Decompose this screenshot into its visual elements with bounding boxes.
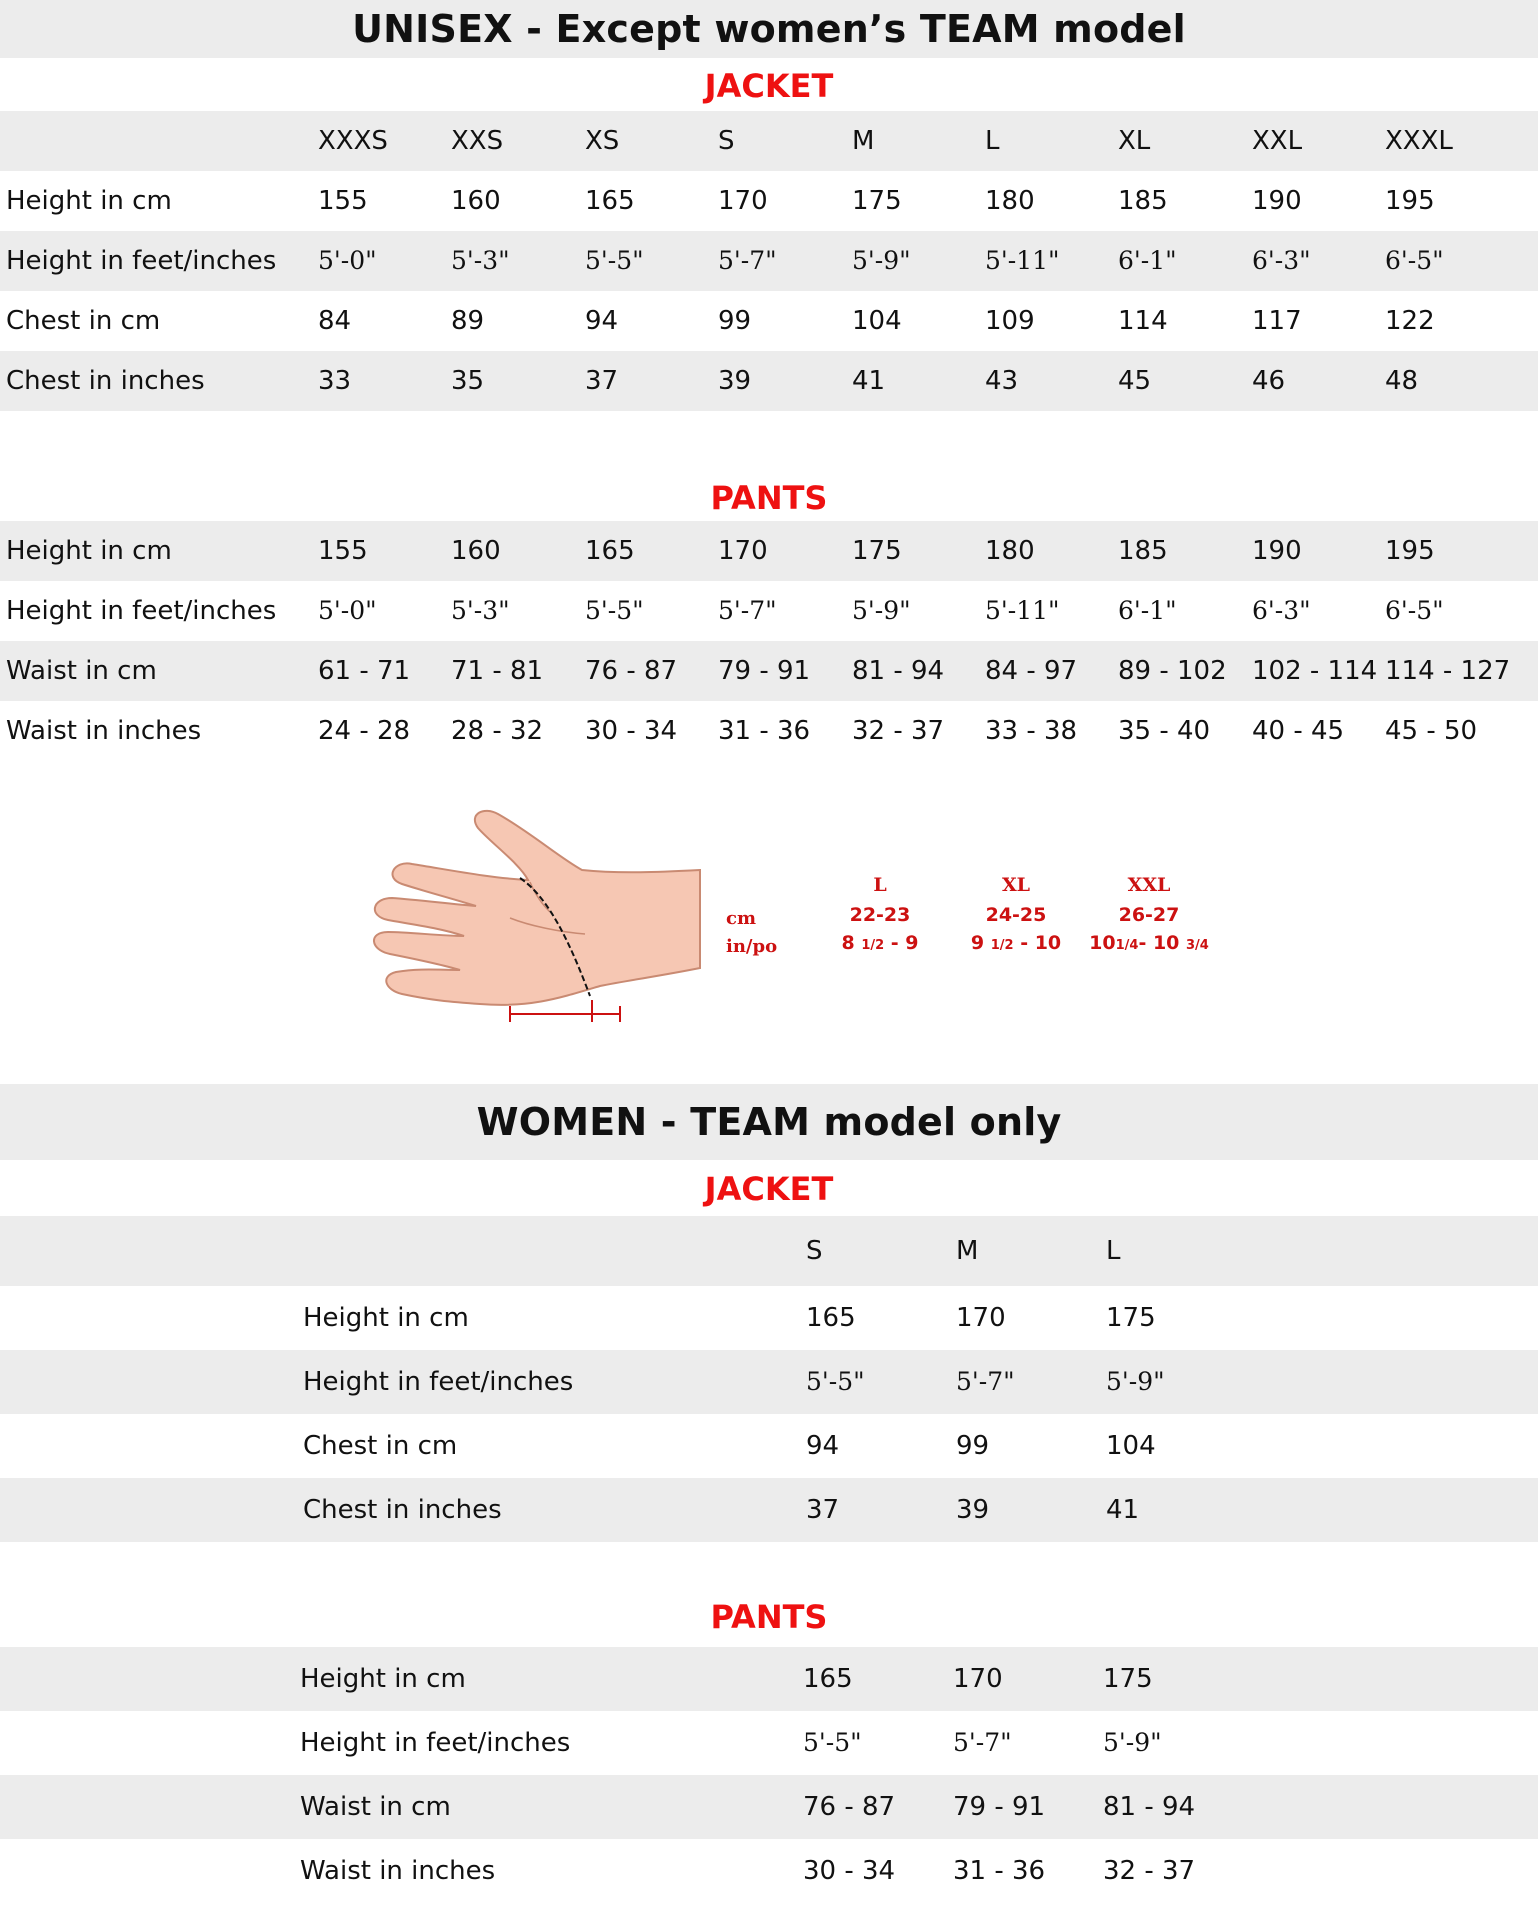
size-header: L bbox=[1106, 1236, 1121, 1266]
row-label: Waist in cm bbox=[6, 656, 157, 686]
size-header: M bbox=[852, 126, 875, 156]
unisex-pants-row bbox=[0, 581, 1538, 641]
unisex-title bbox=[0, 0, 1538, 58]
cell-value: 48 bbox=[1385, 366, 1419, 396]
glove-in-main: 9 bbox=[970, 932, 985, 954]
cell-value: 5'-5" bbox=[585, 596, 644, 625]
cell-value: 46 bbox=[1252, 366, 1286, 396]
glove-col-xxl bbox=[1084, 874, 1214, 954]
cell-value: 155 bbox=[318, 536, 368, 566]
cell-value: 84 - 97 bbox=[985, 656, 1078, 686]
glove-in-frac: 1/4 bbox=[1115, 938, 1139, 953]
cell-value: 37 bbox=[806, 1495, 840, 1525]
women-pants-row bbox=[0, 1711, 1538, 1775]
row-label: Chest in cm bbox=[303, 1431, 458, 1461]
women-jacket-header-row bbox=[0, 1216, 1538, 1286]
cell-value: 5'-5" bbox=[585, 246, 644, 275]
cell-value: 76 - 87 bbox=[803, 1792, 896, 1822]
size-header: XXL bbox=[1252, 126, 1303, 156]
cell-value: 160 bbox=[451, 536, 501, 566]
cell-value: 102 - 114 bbox=[1252, 656, 1378, 686]
cell-value: 39 bbox=[956, 1495, 990, 1525]
cell-value: 114 bbox=[1118, 306, 1168, 336]
cell-value: 99 bbox=[956, 1431, 990, 1461]
cell-value: 180 bbox=[985, 186, 1035, 216]
glove-in-rest: - 10 bbox=[1020, 932, 1062, 954]
cell-value: 180 bbox=[985, 536, 1035, 566]
unisex-jacket-header-row bbox=[0, 111, 1538, 171]
cell-value: 33 bbox=[318, 366, 352, 396]
women-jacket-row bbox=[0, 1414, 1538, 1478]
cell-value: 81 - 94 bbox=[852, 656, 945, 686]
cell-value: 5'-3" bbox=[451, 596, 510, 625]
women-jacket-title: JACKET bbox=[704, 1170, 834, 1208]
unisex-pants-row bbox=[0, 521, 1538, 581]
cell-value: 170 bbox=[718, 536, 768, 566]
row-label: Waist in cm bbox=[300, 1792, 451, 1822]
cell-value: 45 bbox=[1118, 366, 1152, 396]
hand-icon bbox=[360, 808, 720, 1038]
glove-in-rest: - 10 bbox=[1138, 932, 1180, 954]
cell-value: 71 - 81 bbox=[451, 656, 544, 686]
cell-value: 6'-1" bbox=[1118, 596, 1177, 625]
cell-value: 104 bbox=[852, 306, 902, 336]
cell-value: 170 bbox=[956, 1303, 1006, 1333]
women-pants-row bbox=[0, 1839, 1538, 1903]
cell-value: 5'-0" bbox=[318, 596, 377, 625]
cell-value: 175 bbox=[852, 186, 902, 216]
cell-value: 89 bbox=[451, 306, 485, 336]
cell-value: 40 - 45 bbox=[1252, 716, 1345, 746]
size-header: S bbox=[806, 1236, 823, 1266]
cell-value: 5'-0" bbox=[318, 246, 377, 275]
row-label: Chest in inches bbox=[303, 1495, 502, 1525]
size-header: XL bbox=[1118, 126, 1151, 156]
unisex-pants-row bbox=[0, 641, 1538, 701]
row-label: Height in feet/inches bbox=[6, 246, 277, 276]
unisex-jacket-row bbox=[0, 291, 1538, 351]
cell-value: 33 - 38 bbox=[985, 716, 1078, 746]
row-label: Waist in inches bbox=[300, 1856, 496, 1886]
women-title-text: WOMEN - TEAM model only bbox=[476, 1100, 1062, 1144]
size-header: M bbox=[956, 1236, 979, 1266]
size-header: XXXL bbox=[1385, 126, 1453, 156]
unisex-pants-row bbox=[0, 701, 1538, 761]
cell-value: 170 bbox=[953, 1664, 1003, 1694]
cell-value: 165 bbox=[803, 1664, 853, 1694]
cell-value: 195 bbox=[1385, 186, 1435, 216]
cell-value: 104 bbox=[1106, 1431, 1156, 1461]
glove-in-frac: 1/2 bbox=[861, 938, 885, 953]
glove-size: L bbox=[873, 874, 887, 896]
glove-size: XXL bbox=[1127, 874, 1171, 896]
glove-col-xl bbox=[966, 874, 1066, 954]
row-label: Chest in inches bbox=[6, 366, 205, 396]
cell-value: 165 bbox=[585, 536, 635, 566]
unisex-jacket-row bbox=[0, 231, 1538, 291]
cell-value: 5'-9" bbox=[852, 246, 911, 275]
cell-value: 175 bbox=[1106, 1303, 1156, 1333]
cell-value: 117 bbox=[1252, 306, 1302, 336]
glove-in-frac2: 3/4 bbox=[1186, 938, 1209, 953]
cell-value: 84 bbox=[318, 306, 352, 336]
cell-value: 190 bbox=[1252, 186, 1302, 216]
cell-value: 6'-5" bbox=[1385, 246, 1444, 275]
cell-value: 32 - 37 bbox=[1103, 1856, 1196, 1886]
cell-value: 5'-7" bbox=[956, 1367, 1015, 1396]
unisex-title-text: UNISEX - Except women’s TEAM model bbox=[352, 7, 1186, 51]
women-jacket-row bbox=[0, 1478, 1538, 1542]
glove-col-l bbox=[840, 874, 920, 954]
row-label: Height in feet/inches bbox=[6, 596, 277, 626]
cell-value: 6'-1" bbox=[1118, 246, 1177, 275]
cell-value: 114 - 127 bbox=[1385, 656, 1511, 686]
cell-value: 175 bbox=[852, 536, 902, 566]
size-header: S bbox=[718, 126, 735, 156]
hand-measure-illustration bbox=[360, 808, 720, 1038]
cell-value: 5'-7" bbox=[718, 246, 777, 275]
cell-value: 122 bbox=[1385, 306, 1435, 336]
row-label: Chest in cm bbox=[6, 306, 161, 336]
cell-value: 76 - 87 bbox=[585, 656, 678, 686]
cell-value: 170 bbox=[718, 186, 768, 216]
cell-value: 5'-9" bbox=[1103, 1728, 1162, 1757]
cell-value: 31 - 36 bbox=[953, 1856, 1046, 1886]
cell-value: 30 - 34 bbox=[803, 1856, 896, 1886]
cell-value: 185 bbox=[1118, 536, 1168, 566]
glove-label-cm: cm bbox=[726, 908, 757, 929]
row-label: Waist in inches bbox=[6, 716, 202, 746]
cell-value: 195 bbox=[1385, 536, 1435, 566]
glove-label-in: in/po bbox=[726, 936, 778, 957]
row-label: Height in cm bbox=[6, 186, 172, 216]
glove-in-main: 8 bbox=[841, 932, 855, 954]
size-header: XXS bbox=[451, 126, 504, 156]
women-jacket-row bbox=[0, 1286, 1538, 1350]
cell-value: 39 bbox=[718, 366, 752, 396]
cell-value: 32 - 37 bbox=[852, 716, 945, 746]
cell-value: 5'-11" bbox=[985, 596, 1060, 625]
glove-size: XL bbox=[1001, 874, 1031, 896]
cell-value: 5'-7" bbox=[953, 1728, 1012, 1757]
women-pants-title: PANTS bbox=[710, 1598, 828, 1636]
size-header: XXXS bbox=[318, 126, 388, 156]
row-label: Height in cm bbox=[6, 536, 172, 566]
row-label: Height in feet/inches bbox=[300, 1728, 571, 1758]
cell-value: 155 bbox=[318, 186, 368, 216]
glove-in-main: 10 bbox=[1089, 932, 1116, 954]
cell-value: 190 bbox=[1252, 536, 1302, 566]
size-header: L bbox=[985, 126, 1000, 156]
cell-value: 89 - 102 bbox=[1118, 656, 1227, 686]
cell-value: 94 bbox=[585, 306, 619, 336]
glove-in-frac: 1/2 bbox=[990, 938, 1014, 953]
row-label: Height in cm bbox=[303, 1303, 469, 1333]
glove-cm: 22-23 bbox=[849, 904, 911, 926]
cell-value: 175 bbox=[1103, 1664, 1153, 1694]
women-jacket-row bbox=[0, 1350, 1538, 1414]
cell-value: 5'-3" bbox=[451, 246, 510, 275]
unisex-pants-title: PANTS bbox=[710, 479, 828, 517]
cell-value: 5'-5" bbox=[803, 1728, 862, 1757]
women-title bbox=[0, 1084, 1538, 1160]
glove-in bbox=[966, 932, 1066, 954]
glove-in-rest: - 9 bbox=[890, 932, 919, 954]
glove-cm: 24-25 bbox=[985, 904, 1047, 926]
cell-value: 5'-7" bbox=[718, 596, 777, 625]
cell-value: 61 - 71 bbox=[318, 656, 411, 686]
cell-value: 94 bbox=[806, 1431, 840, 1461]
cell-value: 6'-3" bbox=[1252, 246, 1311, 275]
cell-value: 35 - 40 bbox=[1118, 716, 1211, 746]
unisex-jacket-row bbox=[0, 351, 1538, 411]
row-label: Height in feet/inches bbox=[303, 1367, 574, 1397]
cell-value: 28 - 32 bbox=[451, 716, 544, 746]
cell-value: 5'-5" bbox=[806, 1367, 865, 1396]
cell-value: 41 bbox=[852, 366, 886, 396]
cell-value: 37 bbox=[585, 366, 619, 396]
women-pants-row bbox=[0, 1647, 1538, 1711]
cell-value: 43 bbox=[985, 366, 1019, 396]
cell-value: 79 - 91 bbox=[718, 656, 811, 686]
glove-cm: 26-27 bbox=[1118, 904, 1180, 926]
cell-value: 109 bbox=[985, 306, 1035, 336]
cell-value: 35 bbox=[451, 366, 485, 396]
cell-value: 165 bbox=[806, 1303, 856, 1333]
size-header: XS bbox=[585, 126, 620, 156]
cell-value: 185 bbox=[1118, 186, 1168, 216]
cell-value: 41 bbox=[1106, 1495, 1140, 1525]
cell-value: 30 - 34 bbox=[585, 716, 678, 746]
cell-value: 24 - 28 bbox=[318, 716, 411, 746]
cell-value: 79 - 91 bbox=[953, 1792, 1046, 1822]
cell-value: 81 - 94 bbox=[1103, 1792, 1196, 1822]
row-label: Height in cm bbox=[300, 1664, 466, 1694]
cell-value: 45 - 50 bbox=[1385, 716, 1478, 746]
cell-value: 160 bbox=[451, 186, 501, 216]
cell-value: 6'-5" bbox=[1385, 596, 1444, 625]
cell-value: 31 - 36 bbox=[718, 716, 811, 746]
cell-value: 5'-11" bbox=[985, 246, 1060, 275]
cell-value: 99 bbox=[718, 306, 752, 336]
unisex-jacket-title: JACKET bbox=[704, 67, 834, 105]
women-pants-row bbox=[0, 1775, 1538, 1839]
glove-in bbox=[1084, 932, 1214, 954]
cell-value: 6'-3" bbox=[1252, 596, 1311, 625]
cell-value: 5'-9" bbox=[852, 596, 911, 625]
cell-value: 5'-9" bbox=[1106, 1367, 1165, 1396]
glove-in bbox=[840, 932, 920, 954]
unisex-jacket-row bbox=[0, 171, 1538, 231]
cell-value: 165 bbox=[585, 186, 635, 216]
